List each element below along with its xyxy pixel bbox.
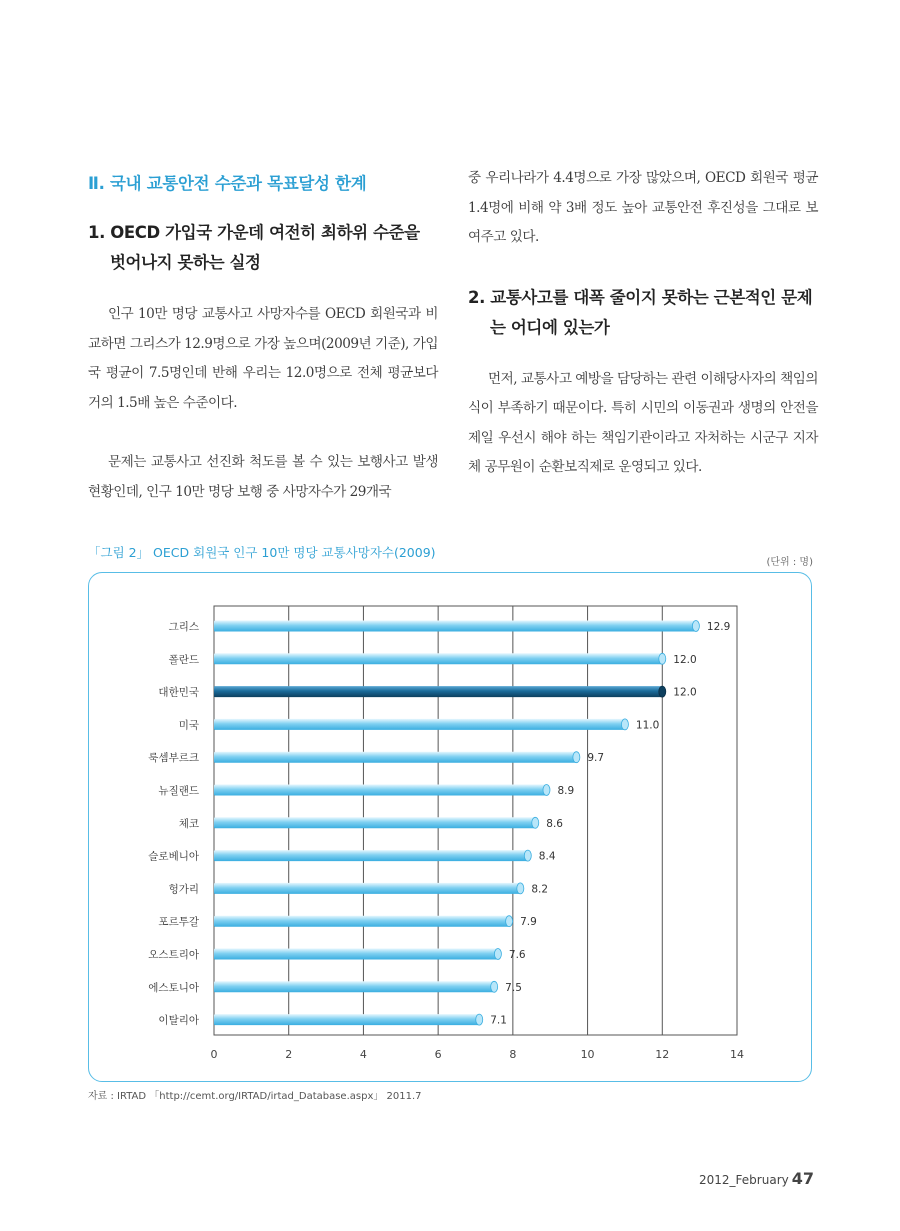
bar <box>214 719 625 730</box>
bar-chart <box>89 573 813 1083</box>
bar <box>214 916 509 927</box>
bar <box>214 621 696 632</box>
chart-frame <box>88 572 812 1082</box>
right-column <box>468 164 818 513</box>
paragraph-2: 문제는 교통사고 선진화 척도를 볼 수 있는 보행사고 발생현황인데, 인구 10만 명당 보행 중 사망자수가 29개국 <box>88 454 438 500</box>
category-label: 뉴질랜드 <box>158 785 199 797</box>
x-tick-label: 14 <box>730 1048 744 1061</box>
category-label: 그리스 <box>168 621 199 633</box>
category-label: 미국 <box>178 719 199 732</box>
x-tick-label: 2 <box>285 1048 293 1061</box>
value-label: 9.7 <box>587 752 605 765</box>
x-tick-label: 0 <box>210 1048 218 1061</box>
category-label: 헝가리 <box>168 883 199 896</box>
bar <box>214 883 520 894</box>
section-title: Ⅱ. 국내 교통안전 수준과 목표달성 한계 <box>88 174 367 193</box>
page-number: 47 <box>791 1169 814 1188</box>
x-tick-label: 10 <box>580 1048 595 1061</box>
bar-cap <box>506 916 513 927</box>
category-label: 체코 <box>178 817 199 830</box>
figure-unit: (단위 : 명) <box>766 557 813 568</box>
bar-cap <box>532 817 539 828</box>
bar-cap <box>494 949 501 960</box>
x-tick-label: 6 <box>434 1048 442 1061</box>
value-label: 7.5 <box>505 981 522 994</box>
category-label: 폴란드 <box>168 653 199 666</box>
value-label: 7.9 <box>520 916 537 929</box>
issue-label: 2012_February <box>699 1173 789 1187</box>
bar-cap <box>659 686 666 697</box>
category-label: 포르투갈 <box>158 916 199 929</box>
sub-title-2: 2. 교통사고를 대폭 줄이지 못하는 근본적인 문제는 어디에 있는가 <box>468 287 813 337</box>
value-label: 12.0 <box>673 686 697 699</box>
figure-source: 자료 : IRTAD 「http://cemt.org/IRTAD/irtad_Database.aspx」 2011.7 <box>88 1091 422 1102</box>
figure-caption: 「그림 2」 OECD 회원국 인구 10만 명당 교통사망자수(2009) <box>88 545 436 560</box>
value-label: 12.9 <box>706 621 731 633</box>
paragraph-continued: 중 우리나라가 4.4명으로 가장 많았으며, OECD 회원국 평균 1.4명에 비해 약 3배 정도 높아 교통안전 후진성을 그대로 보여주고 있다. <box>468 170 818 245</box>
page-footer <box>699 1169 814 1188</box>
value-label: 7.6 <box>508 949 526 961</box>
x-tick-label: 4 <box>359 1048 367 1061</box>
bar-cap <box>573 752 580 763</box>
category-label: 룩셈부르크 <box>148 752 199 765</box>
value-label: 7.1 <box>490 1014 507 1027</box>
value-label: 8.9 <box>557 785 575 797</box>
value-label: 8.6 <box>546 817 563 830</box>
bar <box>214 686 662 697</box>
sub-title-1: 1. OECD 가입국 가운데 여전히 최하위 수준을 벗어나지 못하는 실정 <box>88 223 420 272</box>
bar-cap <box>692 621 699 632</box>
bar-cap <box>491 981 498 992</box>
bar <box>214 817 535 828</box>
bar <box>214 785 546 796</box>
paragraph-3: 먼저, 교통사고 예방을 담당하는 관련 이해당사자의 책임의식이 부족하기 때문이다. 특히 시민의 이동권과 생명의 안전을 제일 우선시 해야 하는 책임기관이라고 자처하는 시군구 지자체 공무원이 순환보직제로 운영되고 있다. <box>468 370 818 475</box>
bar-cap <box>476 1014 483 1025</box>
bar <box>214 981 494 992</box>
bar-cap <box>621 719 628 730</box>
category-label: 오스트리아 <box>148 949 199 961</box>
bar <box>214 752 576 763</box>
bar-cap <box>543 785 550 796</box>
bar <box>214 1014 479 1025</box>
bar-cap <box>659 653 666 664</box>
x-tick-label: 8 <box>509 1048 517 1061</box>
category-label: 대한민국 <box>158 686 199 699</box>
left-column <box>88 164 438 537</box>
bar <box>214 850 528 861</box>
bar <box>214 949 498 960</box>
bar-cap <box>524 850 531 861</box>
bar-cap <box>517 883 524 894</box>
value-label: 12.0 <box>673 653 697 666</box>
category-label: 슬로베니아 <box>148 850 199 863</box>
x-tick-label: 12 <box>655 1048 670 1061</box>
paragraph-1: 인구 10만 명당 교통사고 사망자수를 OECD 회원국과 비교하면 그리스가 12.9명으로 가장 높으며(2009년 기준), 가입국 평균이 7.5명인데 반해 우리는 12.0명으로 전체 평균보다 거의 1.5배 높은 수준이다. <box>88 306 438 411</box>
value-label: 11.0 <box>635 719 660 732</box>
category-label: 에스토니아 <box>148 981 199 994</box>
bar <box>214 653 662 664</box>
value-label: 8.4 <box>538 850 556 863</box>
value-label: 8.2 <box>531 883 549 896</box>
category-label: 이탈리아 <box>158 1014 199 1027</box>
